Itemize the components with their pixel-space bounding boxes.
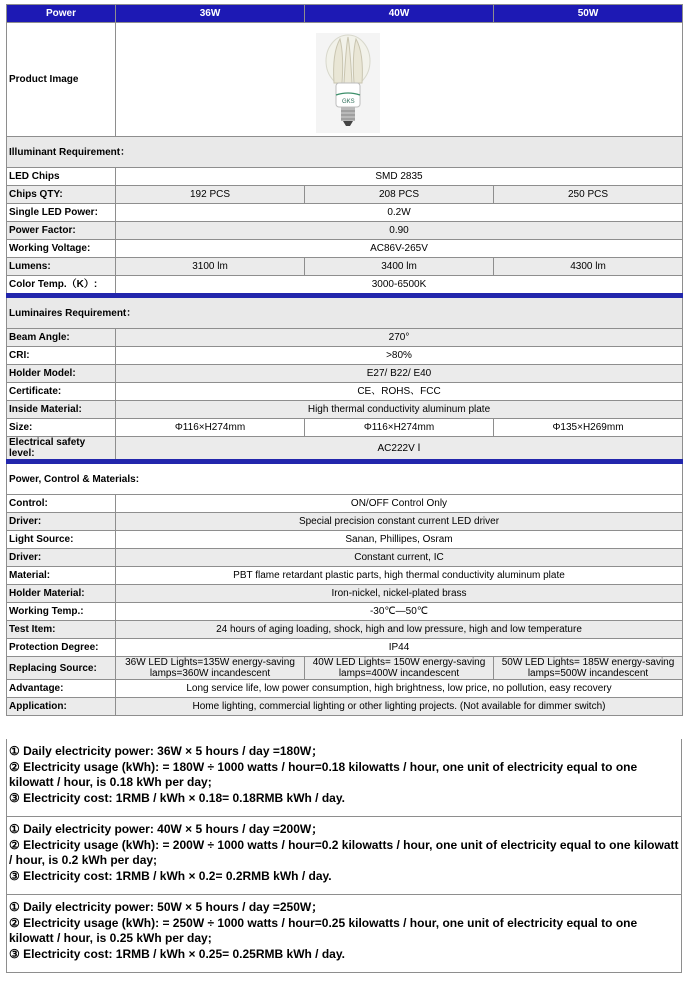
table-row xyxy=(7,657,683,680)
row-label: Test Item: xyxy=(7,621,116,639)
table-row xyxy=(7,513,683,531)
electricity-note-40w xyxy=(6,817,682,895)
col-50w-header: 50W xyxy=(494,5,683,23)
row-value-50w: 250 PCS xyxy=(494,186,683,204)
electricity-note-36w xyxy=(6,739,682,817)
power-header: Power xyxy=(7,5,116,23)
row-label: Advantage: xyxy=(7,680,116,698)
row-value-36w: 3100 lm xyxy=(116,258,305,276)
row-value: SMD 2835 xyxy=(116,168,683,186)
table-row xyxy=(7,365,683,383)
table-row xyxy=(7,437,683,462)
note-line: ③ Electricity cost: 1RMB / kWh × 0.25= 0.25RMB kWh / day. xyxy=(9,946,345,961)
led-bulb-image xyxy=(316,33,380,133)
section-power-control xyxy=(7,462,683,495)
row-value: 270° xyxy=(116,329,683,347)
note-line: ③ Electricity cost: 1RMB / kWh × 0.2= 0.2RMB kWh / day. xyxy=(9,868,332,883)
row-value-50w: 4300 lm xyxy=(494,258,683,276)
note-line: ② Electricity usage (kWh): = 200W ÷ 1000 watts / hour=0.2 kilowatts / hour, one unit of electricity equal to one kilowatt / hour, is 0.2 kWh per day; xyxy=(9,837,679,867)
row-value: ON/OFF Control Only xyxy=(116,495,683,513)
row-label: Replacing Source: xyxy=(7,657,116,680)
table-row xyxy=(7,204,683,222)
table-row xyxy=(7,585,683,603)
note-line: ① Daily electricity power: 36W × 5 hours / day =180W； xyxy=(9,744,324,758)
row-value-36w: 192 PCS xyxy=(116,186,305,204)
table-row xyxy=(7,168,683,186)
row-value: AC86V-265V xyxy=(116,240,683,258)
table-row xyxy=(7,495,683,513)
row-value-40w: 3400 lm xyxy=(305,258,494,276)
row-label: Light Source: xyxy=(7,531,116,549)
table-row xyxy=(7,419,683,437)
row-value-50w: 50W LED Lights= 185W energy-saving lamps=500W incandescent xyxy=(494,657,683,680)
table-row xyxy=(7,603,683,621)
header-row xyxy=(7,5,683,23)
table-row xyxy=(7,698,683,716)
note-line: ② Electricity usage (kWh): = 250W ÷ 1000 watts / hour=0.25 kilowatts / hour, one unit of electricity equal to one kilowatt / hour, is 0.25 kWh per day; xyxy=(9,915,638,945)
row-label: LED Chips xyxy=(7,168,116,186)
row-label: Working Temp.: xyxy=(7,603,116,621)
row-label: CRI: xyxy=(7,347,116,365)
row-label: Material: xyxy=(7,567,116,585)
row-value-40w: 40W LED Lights= 150W energy-saving lamps=400W incandescent xyxy=(305,657,494,680)
row-value: -30℃—50℃ xyxy=(116,603,683,621)
row-label: Working Voltage: xyxy=(7,240,116,258)
row-value: 3000-6500K xyxy=(116,276,683,296)
section-title: Power, Control & Materials: xyxy=(7,462,683,495)
row-value: Long service life, low power consumption, high brightness, low price, no pollution, easy recovery xyxy=(116,680,683,698)
table-row xyxy=(7,401,683,419)
note-line: ① Daily electricity power: 40W × 5 hours / day =200W； xyxy=(9,822,324,836)
row-label: Single LED Power: xyxy=(7,204,116,222)
table-row xyxy=(7,680,683,698)
row-value-40w: 208 PCS xyxy=(305,186,494,204)
row-label: Holder Model: xyxy=(7,365,116,383)
row-label: Application: xyxy=(7,698,116,716)
section-title: Illuminant Requirement： xyxy=(7,137,683,168)
product-image-row xyxy=(7,23,683,137)
row-label: Size: xyxy=(7,419,116,437)
row-label: Driver: xyxy=(7,549,116,567)
row-value: 0.2W xyxy=(116,204,683,222)
product-image-label: Product Image xyxy=(7,23,116,137)
row-value: Iron-nickel, nickel-plated brass xyxy=(116,585,683,603)
row-label: Chips QTY: xyxy=(7,186,116,204)
row-label: Inside Material: xyxy=(7,401,116,419)
table-row xyxy=(7,531,683,549)
table-row xyxy=(7,549,683,567)
row-value: Special precision constant current LED driver xyxy=(116,513,683,531)
row-value: >80% xyxy=(116,347,683,365)
row-value: CE、ROHS、FCC xyxy=(116,383,683,401)
section-illuminant xyxy=(7,137,683,168)
table-row xyxy=(7,329,683,347)
row-value: High thermal conductivity aluminum plate xyxy=(116,401,683,419)
row-value: Constant current, IC xyxy=(116,549,683,567)
col-36w-header: 36W xyxy=(116,5,305,23)
note-line: ③ Electricity cost: 1RMB / kWh × 0.18= 0.18RMB kWh / day. xyxy=(9,790,345,805)
bulb-brand-text: GKS xyxy=(342,99,355,105)
table-row xyxy=(7,621,683,639)
row-label: Holder Material: xyxy=(7,585,116,603)
spec-table xyxy=(6,4,683,716)
row-label: Certificate: xyxy=(7,383,116,401)
note-line: ② Electricity usage (kWh): = 180W ÷ 1000 watts / hour=0.18 kilowatts / hour, one unit of electricity equal to one kilowatt / hour, is 0.18 kWh per day; xyxy=(9,759,638,789)
row-value: Home lighting, commercial lighting or other lighting projects. (Not available for dimmer switch) xyxy=(116,698,683,716)
table-row xyxy=(7,240,683,258)
table-row xyxy=(7,222,683,240)
note-line: ① Daily electricity power: 50W × 5 hours / day =250W； xyxy=(9,900,324,914)
row-label: Electrical safety level: xyxy=(7,437,116,462)
section-luminaires xyxy=(7,296,683,329)
row-label: Color Temp.（K）: xyxy=(7,276,116,296)
row-label: Control: xyxy=(7,495,116,513)
row-value: 0.90 xyxy=(116,222,683,240)
row-label: Beam Angle: xyxy=(7,329,116,347)
table-row xyxy=(7,276,683,296)
col-40w-header: 40W xyxy=(305,5,494,23)
section-title: Luminaires Requirement： xyxy=(7,296,683,329)
row-value: PBT flame retardant plastic parts, high thermal conductivity aluminum plate xyxy=(116,567,683,585)
row-label: Lumens: xyxy=(7,258,116,276)
table-row xyxy=(7,639,683,657)
table-row xyxy=(7,567,683,585)
row-value-36w: Φ116×H274mm xyxy=(116,419,305,437)
row-label: Driver: xyxy=(7,513,116,531)
row-value-40w: Φ116×H274mm xyxy=(305,419,494,437)
row-value: AC222V Ⅰ xyxy=(116,437,683,462)
electricity-note-50w xyxy=(6,895,682,973)
row-value-50w: Φ135×H269mm xyxy=(494,419,683,437)
row-value-36w: 36W LED Lights=135W energy-saving lamps=360W incandescent xyxy=(116,657,305,680)
table-row xyxy=(7,383,683,401)
row-value: E27/ B22/ E40 xyxy=(116,365,683,383)
table-row xyxy=(7,347,683,365)
row-label: Protection Degree: xyxy=(7,639,116,657)
row-label: Power Factor: xyxy=(7,222,116,240)
table-row xyxy=(7,258,683,276)
row-value: Sanan, Phillipes, Osram xyxy=(116,531,683,549)
table-row xyxy=(7,186,683,204)
row-value: 24 hours of aging loading, shock, high and low pressure, high and low temperature xyxy=(116,621,683,639)
row-value: IP44 xyxy=(116,639,683,657)
